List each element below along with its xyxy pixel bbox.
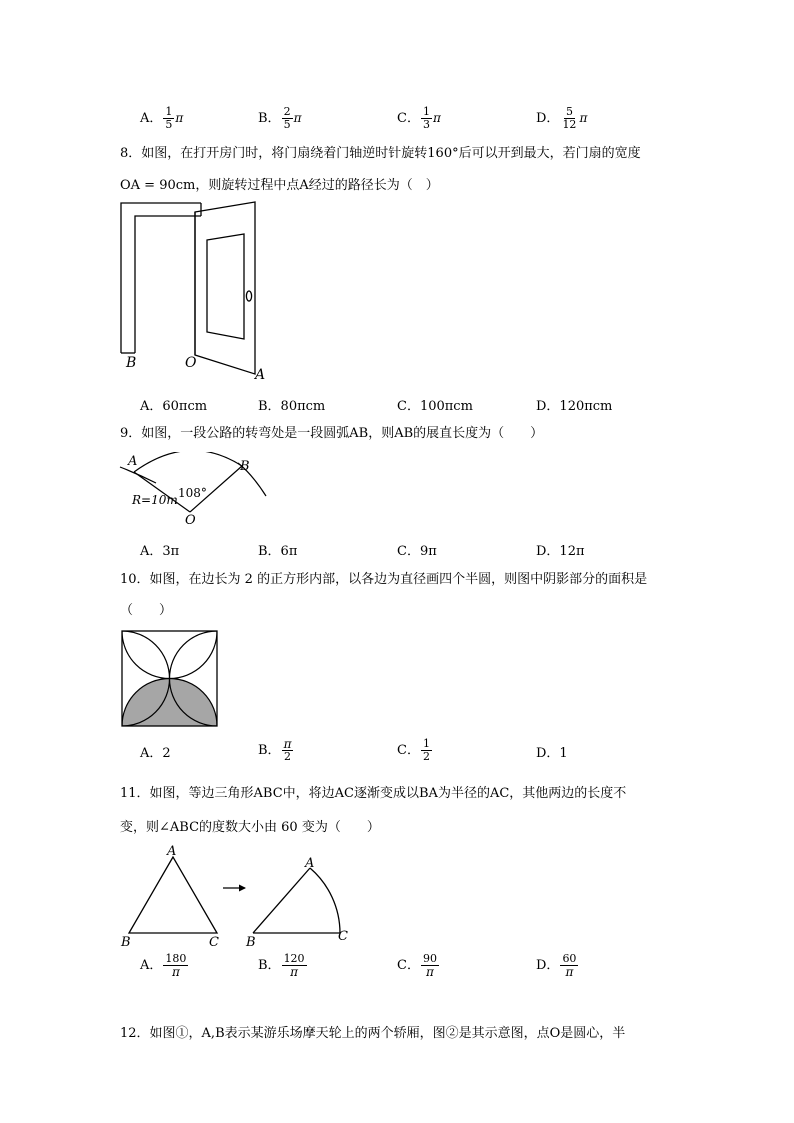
fraction: $\frac{1}{3}$ bbox=[422, 105, 430, 131]
label-o: O bbox=[185, 513, 196, 528]
q11-triangle-figure bbox=[115, 845, 360, 950]
label-c1: C bbox=[209, 935, 219, 950]
q11-option-c: C． $\frac{90}{\pi}$ bbox=[397, 952, 437, 979]
q10-stem-line2: （ ） bbox=[120, 603, 173, 618]
q8-option-d: D．120πcm bbox=[536, 399, 613, 414]
q9-stem-line1: 9．如图，一段公路的转弯处是一段圆弧AB，则AB的展直长度为（ ） bbox=[120, 426, 544, 441]
q8-option-c: C．100πcm bbox=[397, 399, 473, 414]
fraction: $\frac{5}{12}$ bbox=[562, 105, 577, 131]
q11-stem-line1: 11．如图，等边三角形ABC中，将边AC逐渐变成以BA为半径的AC，其他两边的长度不 bbox=[120, 786, 627, 801]
label-b1: B bbox=[121, 935, 131, 950]
q8-option-b: B．80πcm bbox=[258, 399, 326, 414]
q8-stem-line1: 8．如图，在打开房门时，将门扇绕着门轴逆时针旋转160°后可以开到最大，若门扇的宽度 bbox=[120, 146, 641, 161]
q8-stem-line2: OA = 90cm，则旋转过程中点A经过的路径长为（ ） bbox=[120, 178, 439, 193]
fraction: $\frac{90}{\pi}$ bbox=[422, 952, 437, 979]
q10-option-c: C． $\frac{1}{2}$ bbox=[397, 737, 430, 763]
q9-option-d: D．12π bbox=[536, 544, 585, 559]
q7-option-b: B． $\frac{2}{5}$ π bbox=[258, 105, 302, 131]
fraction: $\frac{180}{\pi}$ bbox=[165, 952, 187, 979]
radius-label: R=10m bbox=[132, 493, 178, 507]
door-frame-outer bbox=[121, 203, 201, 353]
label-b: B bbox=[126, 355, 137, 371]
q7-option-a: A． $\frac{1}{5}$ π bbox=[140, 105, 184, 131]
label-a: A bbox=[255, 367, 266, 383]
q12-stem-line1: 12．如图①，A,B表示某游乐场摩天轮上的两个轿厢，图②是其示意图，点O是圆心，半 bbox=[120, 1026, 626, 1041]
side-ba bbox=[253, 868, 310, 933]
label-o: O bbox=[185, 355, 197, 371]
q11-option-d: D． $\frac{60}{\pi}$ bbox=[536, 952, 577, 979]
q10-stem-line1: 10．如图，在边长为 2 的正方形内部，以各边为直径画四个半圆，则图中阴影部分的面积是 bbox=[120, 572, 648, 587]
door-window bbox=[207, 234, 244, 339]
door-frame-inner bbox=[135, 216, 201, 353]
q9-road-arc-figure bbox=[116, 452, 276, 530]
semicircle-top bbox=[122, 628, 217, 679]
label-a2: A bbox=[305, 856, 315, 871]
q8-door-figure bbox=[110, 198, 280, 384]
label-b: B bbox=[240, 459, 250, 474]
label-a1: A bbox=[167, 845, 177, 859]
door-knob bbox=[246, 291, 251, 301]
label-b2: B bbox=[246, 935, 256, 950]
door-leaf bbox=[195, 202, 255, 374]
central-angle-label: 108° bbox=[178, 486, 207, 500]
q9-option-b: B．6π bbox=[258, 544, 298, 559]
q8-option-a: A．60πcm bbox=[140, 399, 208, 414]
q10-option-d: D．1 bbox=[536, 746, 568, 761]
q11-stem-line2: 变，则∠ABC的度数大小由 60 变为（ ） bbox=[120, 820, 380, 835]
fraction: $\frac{1}{5}$ bbox=[165, 105, 173, 131]
q10-option-b: B． $\frac{\pi}{2}$ bbox=[258, 737, 292, 763]
fraction: $\frac{1}{2}$ bbox=[422, 737, 430, 763]
q11-option-a: A． $\frac{180}{\pi}$ bbox=[140, 952, 187, 979]
fraction: $\frac{2}{5}$ bbox=[283, 105, 291, 131]
fraction: $\frac{\pi}{2}$ bbox=[283, 737, 292, 763]
arc-ac bbox=[310, 868, 340, 933]
q10-option-a: A．2 bbox=[140, 746, 171, 761]
q7-option-c: C． $\frac{1}{3}$ π bbox=[397, 105, 441, 131]
label-a: A bbox=[128, 454, 138, 469]
fraction: $\frac{60}{\pi}$ bbox=[562, 952, 577, 979]
q9-option-c: C．9π bbox=[397, 544, 437, 559]
q7-option-d: D． $\frac{5}{12}$ π bbox=[536, 105, 588, 131]
equilateral-triangle bbox=[129, 857, 217, 933]
q9-option-a: A．3π bbox=[140, 544, 180, 559]
transform-arrow-head bbox=[239, 885, 246, 892]
label-c2: C bbox=[338, 929, 348, 944]
q11-option-b: B． $\frac{120}{\pi}$ bbox=[258, 952, 305, 979]
q10-square-semicircles-figure bbox=[119, 628, 221, 728]
fraction: $\frac{120}{\pi}$ bbox=[283, 952, 305, 979]
arc-ab bbox=[134, 452, 242, 472]
